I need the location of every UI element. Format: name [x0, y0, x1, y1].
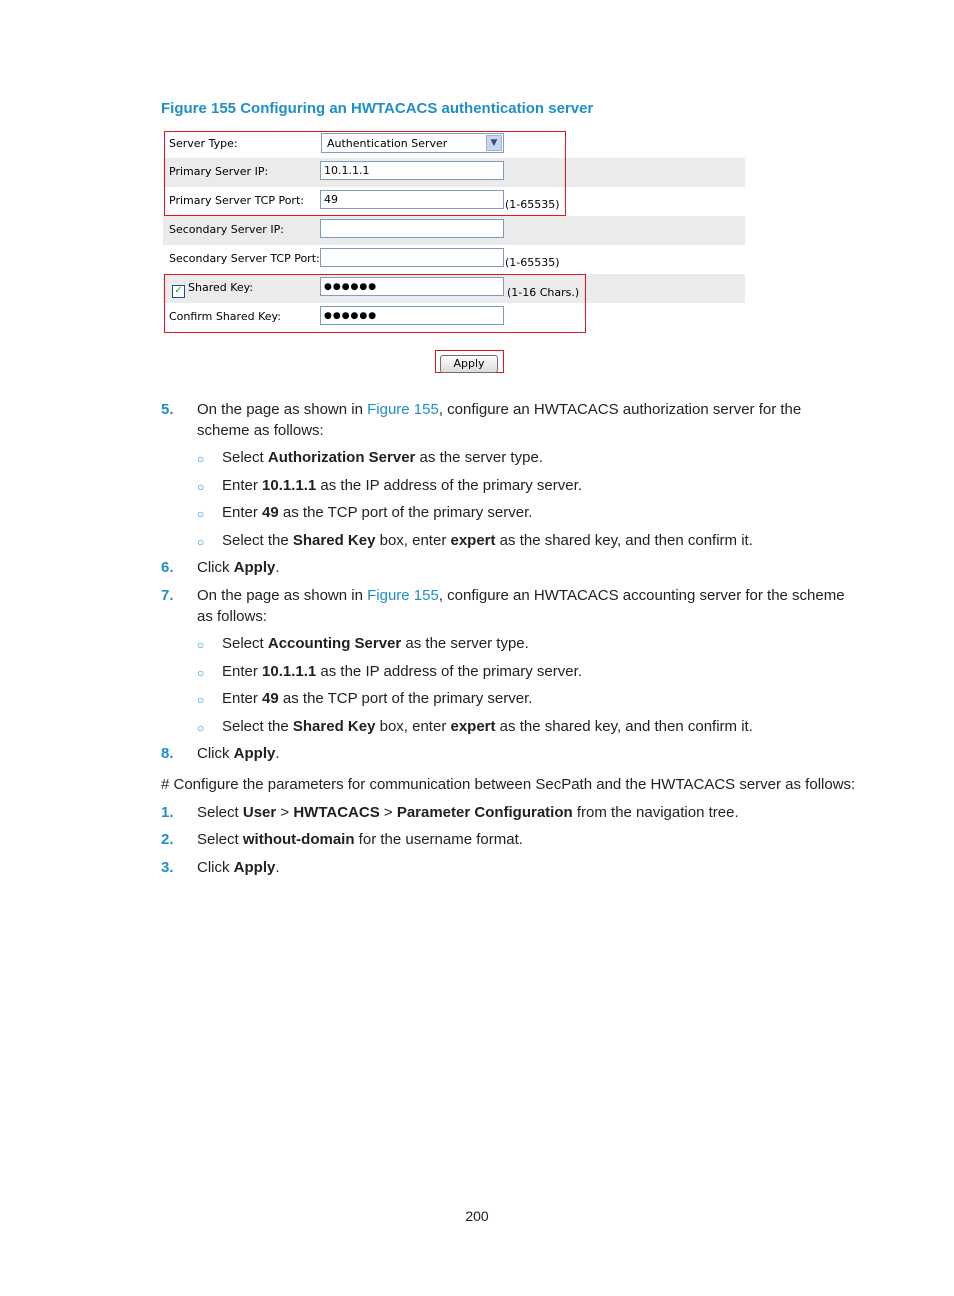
primary-ip-label: Primary Server IP:	[169, 165, 269, 178]
step-text: On the page as shown in	[197, 401, 368, 418]
final-step-2: Select without-domain for the username format.	[197, 831, 523, 848]
highlight-box-key	[164, 274, 586, 333]
server-type-value: Authentication Server	[327, 137, 448, 150]
sub-item: Enter 49 as the TCP port of the primary server.	[222, 504, 533, 521]
secondary-port-range: (1-65535)	[505, 256, 560, 269]
step-text: , configure an HWTACACS authorization server for the	[438, 401, 802, 418]
step-6-text: Click Apply.	[197, 559, 280, 576]
confirm-key-input[interactable]: ●●●●●●	[320, 306, 504, 325]
step-7-line1: On the page as shown in Figure 155, configure an HWTACACS accounting server for the scheme	[197, 587, 845, 604]
bullet-icon: ○	[197, 638, 205, 652]
hwtacacs-form	[163, 130, 745, 375]
secondary-ip-label: Secondary Server IP:	[169, 223, 284, 236]
sub-item: Select the Shared Key box, enter expert as the shared key, and then confirm it.	[222, 532, 753, 549]
highlight-box-primary	[164, 131, 566, 216]
chevron-down-icon[interactable]: ▼	[486, 135, 502, 151]
figure-caption: Figure 155 Configuring an HWTACACS authentication server	[161, 100, 594, 117]
step-7-line2: as follows:	[197, 608, 268, 625]
step-number: 3.	[161, 859, 174, 876]
step-5-line1	[197, 399, 801, 420]
step-number: 5.	[161, 401, 174, 418]
page-number: 200	[465, 1208, 489, 1224]
step-number: 7.	[161, 587, 174, 604]
primary-port-range: (1-65535)	[505, 198, 560, 211]
figure-link[interactable]: Figure 155	[367, 587, 439, 604]
step-number: 6.	[161, 559, 174, 576]
shared-key-input[interactable]: ●●●●●●	[320, 277, 504, 296]
primary-ip-input[interactable]: 10.1.1.1	[320, 161, 504, 180]
primary-port-label: Primary Server TCP Port:	[169, 194, 304, 207]
shared-key-label: Shared Key:	[188, 281, 254, 294]
bullet-icon: ○	[197, 507, 205, 521]
bullet-icon: ○	[197, 693, 205, 707]
shared-key-range: (1-16 Chars.)	[507, 286, 580, 299]
bullet-icon: ○	[197, 666, 205, 680]
bullet-icon: ○	[197, 535, 205, 549]
sub-item: Select the Shared Key box, enter expert as the shared key, and then confirm it.	[222, 718, 753, 735]
secondary-port-row	[163, 245, 745, 274]
sub-item: Select Accounting Server as the server type.	[222, 635, 529, 652]
sub-item: Enter 49 as the TCP port of the primary server.	[222, 690, 533, 707]
secondary-ip-input[interactable]	[320, 219, 504, 238]
shared-key-checkbox[interactable]: ✓	[172, 285, 185, 298]
sub-item: Enter 10.1.1.1 as the IP address of the primary server.	[222, 663, 582, 680]
primary-port-input[interactable]: 49	[320, 190, 504, 209]
figure-link[interactable]: Figure 155	[367, 401, 439, 418]
apply-button[interactable]: Apply	[440, 355, 498, 373]
step-number: 1.	[161, 804, 174, 821]
sub-item: Enter 10.1.1.1 as the IP address of the primary server.	[222, 477, 582, 494]
step-number: 8.	[161, 745, 174, 762]
final-step-1: Select User > HWTACACS > Parameter Configuration from the navigation tree.	[197, 804, 739, 821]
sub-item: Select Authorization Server as the server type.	[222, 449, 543, 466]
confirm-key-label: Confirm Shared Key:	[169, 310, 281, 323]
server-type-label: Server Type:	[169, 137, 238, 150]
secondary-ip-row	[163, 216, 745, 245]
bullet-icon: ○	[197, 452, 205, 466]
secondary-port-input[interactable]	[320, 248, 504, 267]
bullet-icon: ○	[197, 721, 205, 735]
bullet-icon: ○	[197, 480, 205, 494]
step-8-text: Click Apply.	[197, 745, 280, 762]
step-number: 2.	[161, 831, 174, 848]
step-5-line2: scheme as follows:	[197, 422, 324, 439]
configure-paragraph: # Configure the parameters for communication between SecPath and the HWTACACS server as follows:	[161, 776, 856, 793]
final-step-3: Click Apply.	[197, 859, 280, 876]
secondary-port-label: Secondary Server TCP Port:	[169, 252, 320, 265]
